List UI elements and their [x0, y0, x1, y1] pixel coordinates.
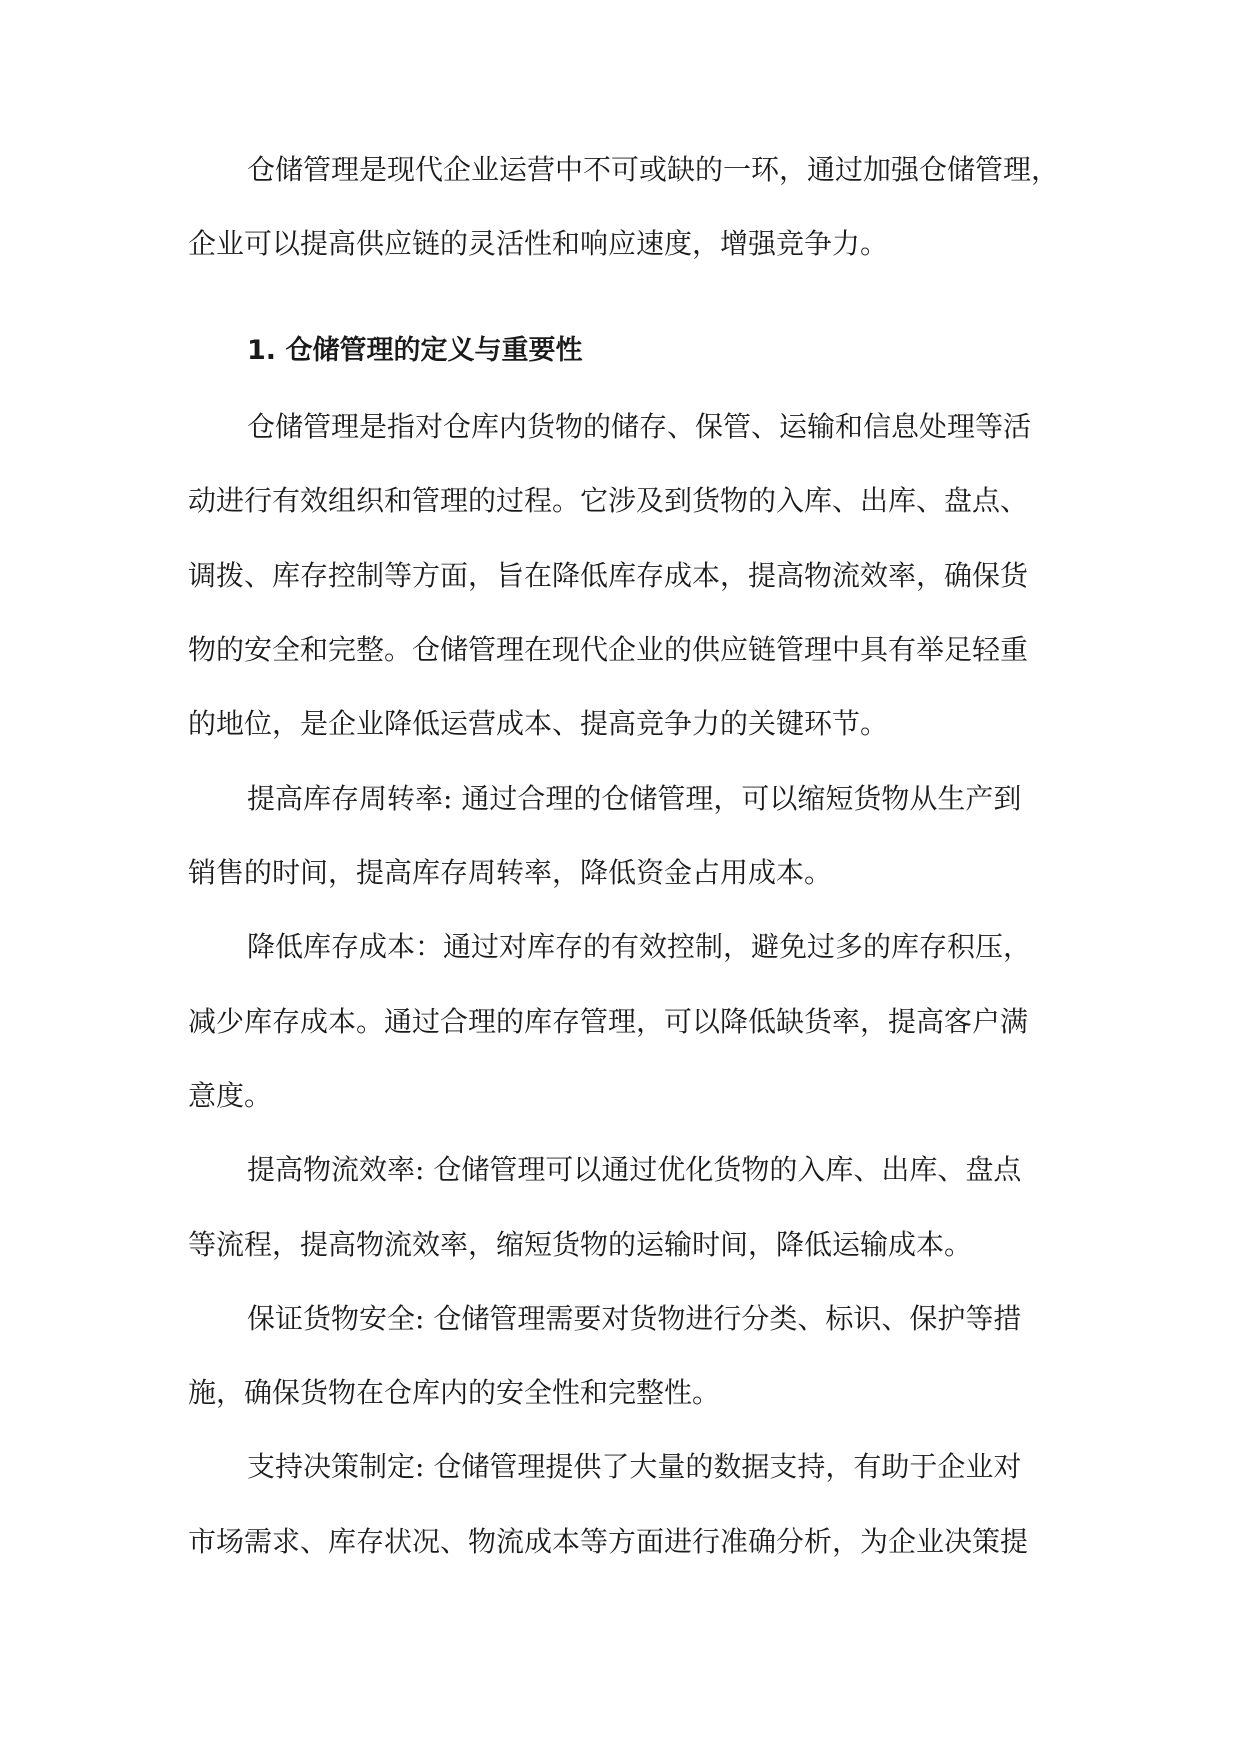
decision-line-1: 支持决策制定: 仓储管理提供了大量的数据支持，有助于企业对	[247, 1450, 1022, 1483]
decision-line-2: 市场需求、库存状况、物流成本等方面进行准确分析，为企业决策提	[188, 1525, 1029, 1558]
cost-line-1: 降低库存成本：通过对库存的有效控制，避免过多的库存积压，	[247, 930, 1032, 963]
turnover-line-2: 销售的时间，提高库存周转率，降低资金占用成本。	[188, 856, 833, 889]
cost-line-2: 减少库存成本。通过合理的库存管理，可以降低缺货率，提高客户满	[188, 1005, 1029, 1038]
definition-line-1: 仓储管理是指对仓库内货物的储存、保管、运输和信息处理等活	[247, 410, 1032, 443]
intro-line-2: 企业可以提高供应链的灵活性和响应速度，增强竞争力。	[188, 227, 889, 260]
safety-line-1: 保证货物安全: 仓储管理需要对货物进行分类、标识、保护等措	[247, 1302, 1022, 1335]
logistics-line-1: 提高物流效率: 仓储管理可以通过优化货物的入库、出库、盘点	[247, 1153, 1022, 1186]
definition-line-3: 调拨、库存控制等方面，旨在降低库存成本，提高物流效率，确保货	[188, 559, 1029, 592]
cost-line-3: 意度。	[188, 1079, 273, 1112]
definition-line-5: 的地位，是企业降低运营成本、提高竞争力的关键环节。	[188, 707, 889, 740]
definition-line-2: 动进行有效组织和管理的过程。它涉及到货物的入库、出库、盘点、	[188, 484, 1029, 517]
turnover-line-1: 提高库存周转率: 通过合理的仓储管理，可以缩短货物从生产到	[247, 782, 1022, 815]
logistics-line-2: 等流程，提高物流效率，缩短货物的运输时间，降低运输成本。	[188, 1228, 973, 1261]
safety-line-2: 施，确保货物在仓库内的安全性和完整性。	[188, 1376, 721, 1409]
definition-line-4: 物的安全和完整。仓储管理在现代企业的供应链管理中具有举足轻重	[188, 633, 1029, 666]
section-heading: 1. 仓储管理的定义与重要性	[247, 335, 583, 366]
intro-line-1: 仓储管理是现代企业运营中不可或缺的一环，通过加强仓储管理，	[247, 153, 1060, 186]
